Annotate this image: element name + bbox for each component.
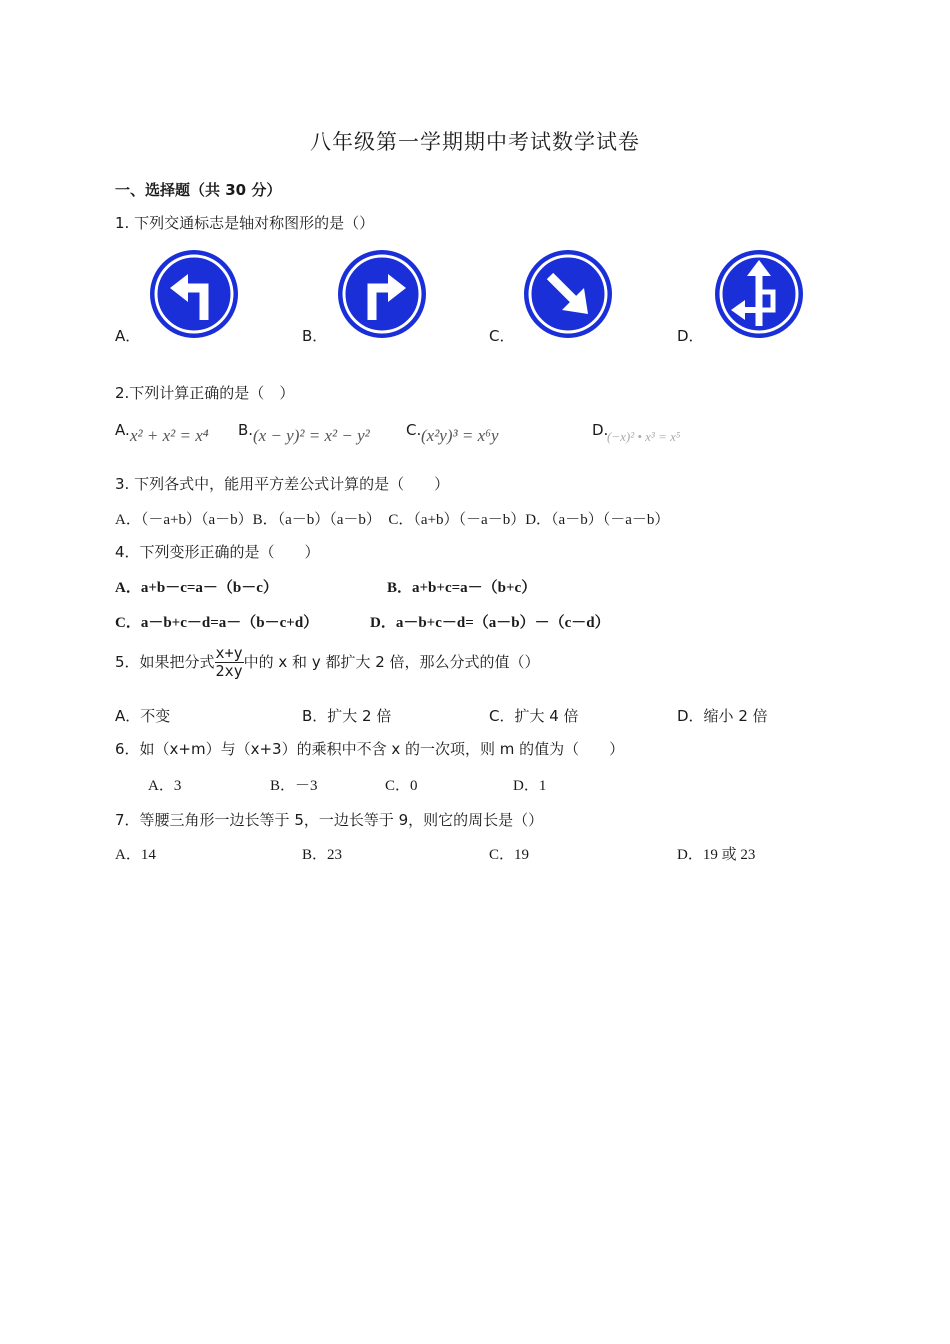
q5-prefix: 5．如果把分式 [115, 653, 215, 671]
q5-fraction-denominator: 2xy [215, 662, 243, 680]
q2-option-b-math: (x − y)² = x² − y² [253, 426, 370, 445]
question-3-text: 3. 下列各式中，能用平方差公式计算的是（ ） [115, 475, 450, 493]
q5-option-c: C．扩大 4 倍 [489, 707, 579, 725]
question-7-text: 7．等腰三角形一边长等于 5，一边长等于 9，则它的周长是（） [115, 811, 544, 829]
straight-or-left-sign-icon [713, 248, 805, 340]
q7-option-a: A．14 [115, 847, 156, 863]
q4-option-c: C．a－b+c－d=a－（b－c+d） [115, 615, 319, 631]
q2-option-d-label: D. [592, 421, 609, 439]
question-4-text: 4．下列变形正确的是（ ） [115, 543, 320, 561]
q5-suffix: 中的 x 和 y 都扩大 2 倍，那么分式的值（） [243, 653, 540, 671]
q7-option-b: B．23 [302, 847, 343, 863]
question-5 [115, 645, 540, 680]
q2-option-d-math: (−x)² • x³ = x⁵ [607, 429, 681, 444]
q3-options: A．（－a+b）（a－b）B．（a－b）（a－b） C．（a+b）（－a－b）D．（a－b）（－a－b） [115, 512, 670, 528]
q1-option-c-label: C． [489, 327, 515, 345]
q4-option-d: D．a－b+c－d=（a－b）－（c－d） [370, 615, 610, 631]
q5-option-b: B．扩大 2 倍 [302, 707, 392, 725]
q5-option-d: D．缩小 2 倍 [677, 707, 768, 725]
q6-option-c: C．0 [385, 778, 418, 794]
exam-title: 八年级第一学期期中考试数学试卷 [310, 130, 640, 154]
q5-option-a: A．不变 [115, 707, 171, 725]
q1-option-a-label: A． [115, 327, 141, 345]
q6-option-a: A．3 [148, 778, 182, 794]
turn-left-sign-icon [148, 248, 240, 340]
q7-option-d: D．19 或 23 [677, 847, 756, 863]
down-right-arrow-sign-icon [522, 248, 614, 340]
q4-option-b: B．a+b+c=a－（b+c） [387, 580, 537, 596]
question-2-text: 2.下列计算正确的是（ ） [115, 384, 295, 402]
q6-option-b: B．－3 [270, 778, 318, 794]
q4-option-a: A．a+b－c=a－（b－c） [115, 580, 278, 596]
q1-option-b-label: B． [302, 327, 328, 345]
q5-fraction-numerator: x+y [215, 644, 243, 662]
q2-option-c-label: C. [406, 421, 422, 439]
q6-option-d: D．1 [513, 778, 547, 794]
q2-option-b-label: B. [238, 421, 254, 439]
turn-right-sign-icon [336, 248, 428, 340]
q2-option-a-math: x² + x² = x⁴ [130, 426, 209, 445]
question-6-text: 6．如（x+m）与（x+3）的乘积中不含 x 的一次项，则 m 的值为（ ） [115, 740, 625, 758]
q2-option-c-math: (x²y)³ = x⁶y [421, 426, 499, 445]
q5-fraction [215, 645, 244, 680]
q2-option-a-label: A. [115, 421, 130, 439]
q1-option-d-label: D． [677, 327, 704, 345]
q7-option-c: C．19 [489, 847, 530, 863]
section-heading: 一、选择题（共 30 分） [115, 181, 282, 199]
question-1-text: 1. 下列交通标志是轴对称图形的是（） [115, 214, 375, 232]
